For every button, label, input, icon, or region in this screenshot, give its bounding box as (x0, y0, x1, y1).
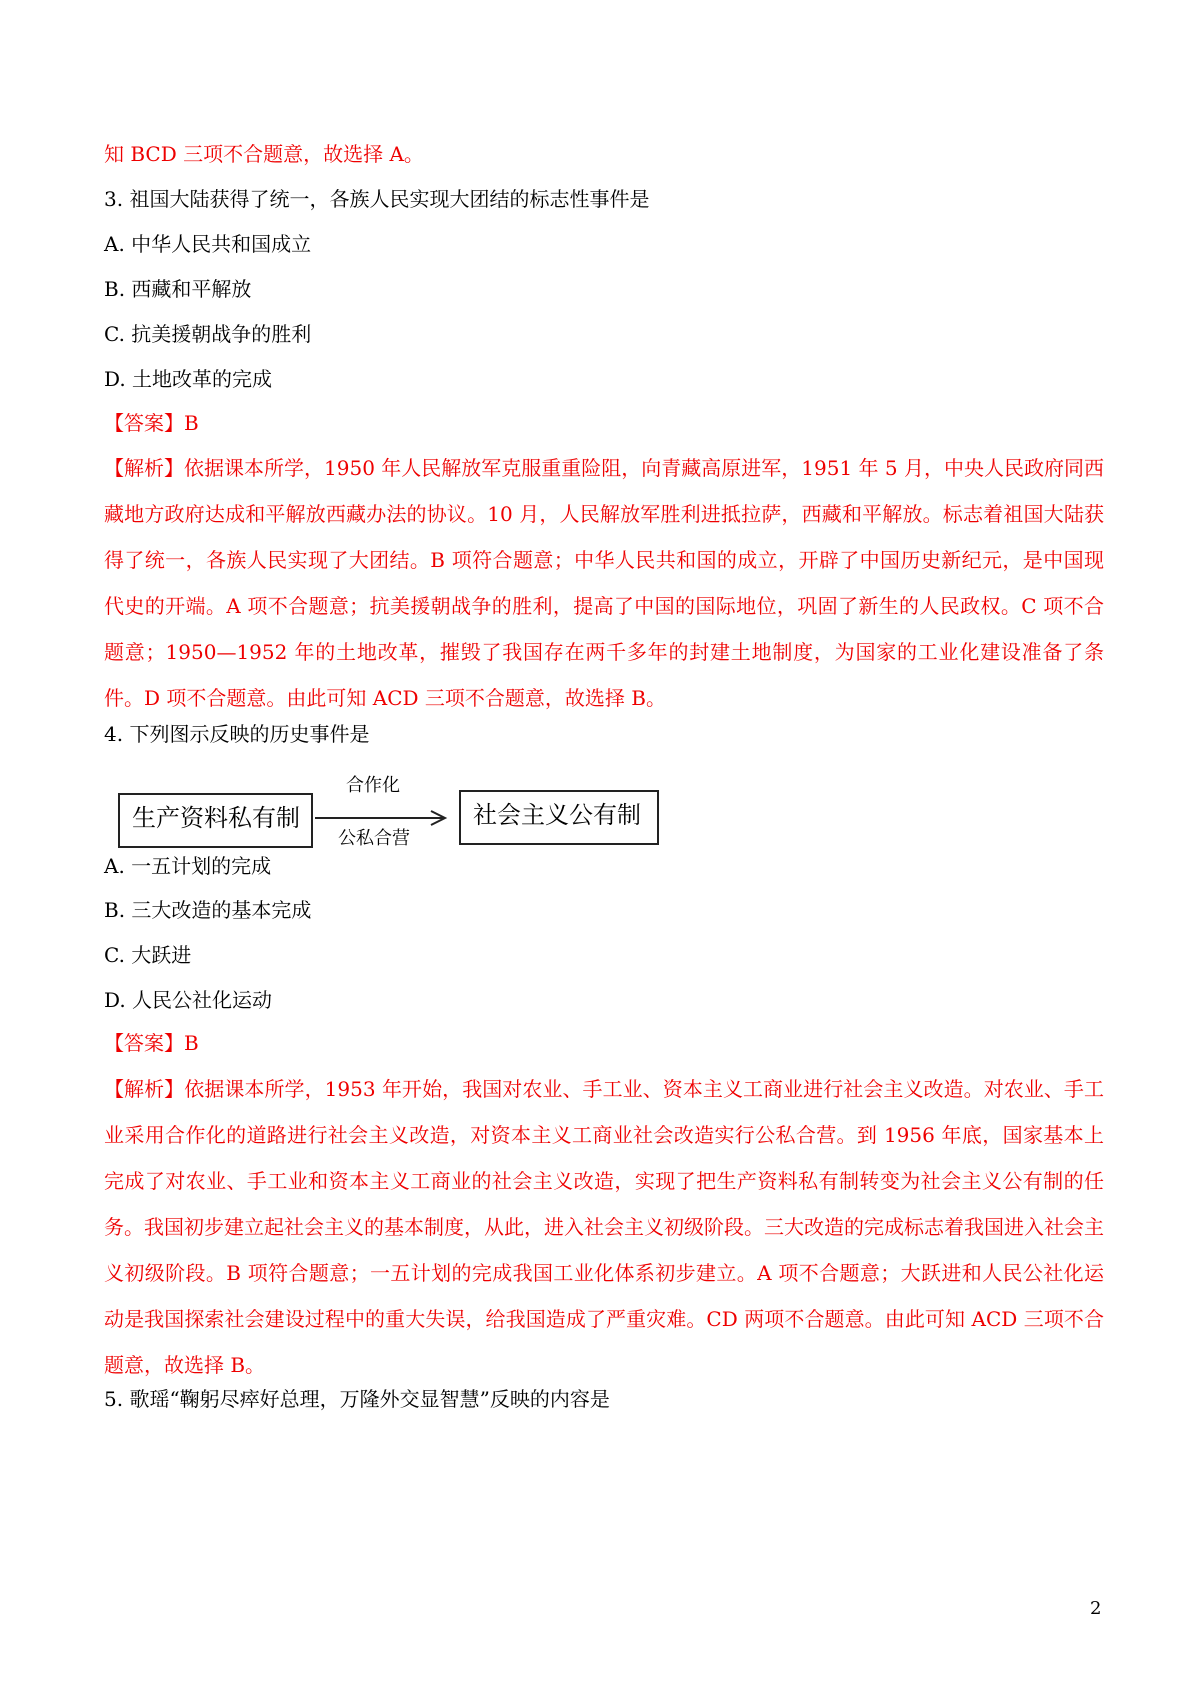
diagram-label-joint-ownership: 公私合营 (338, 828, 410, 849)
diagram-arrow (313, 810, 459, 830)
question-4-option-a: A. 一五计划的完成 (104, 854, 272, 878)
question-4-analysis (104, 1066, 1104, 1388)
question-3-answer: 【答案】B (104, 411, 199, 435)
diagram-box-public-ownership: 社会主义公有制 (459, 790, 659, 845)
carryover-analysis: 知 BCD 三项不合题意，故选择 A。 (104, 142, 424, 166)
question-4-answer: 【答案】B (104, 1031, 199, 1055)
question-3-option-b: B. 西藏和平解放 (104, 277, 252, 301)
question-4-option-d: D. 人民公社化运动 (104, 988, 273, 1012)
question-3-option-c: C. 抗美援朝战争的胜利 (104, 322, 312, 346)
diagram-label-cooperation: 合作化 (346, 775, 400, 796)
question-5-stem: 5. 歌瑶“鞠躬尽瘁好总理，万隆外交显智慧”反映的内容是 (104, 1387, 610, 1411)
question-3-option-d: D. 土地改革的完成 (104, 367, 273, 391)
page-number: 2 (1090, 1598, 1102, 1619)
analysis-tag: 【解析】 (104, 456, 185, 480)
analysis-text: 依据课本所学，1950 年人民解放军克服重重险阻，向青藏高原进军，1951 年 5 月，中央人民政府同西藏地方政府达成和平解放西藏办法的协议。10 月，人民解放军胜利进抵拉萨，西藏和平解放。标志着祖国大陆获得了统一，各族人民实现了大团结。B 项符合题意；中华人民共和国的成立，开辟了中国历史新纪元，是中国现代史的开端。A 项不合题意；抗美援朝战争的胜利，提高了中国的国际地位，巩固了新生的人民政权。C 项不合题意；1950—1952 年的土地改革，摧毁了我国存在两千多年的封建土地制度，为国家的工业化建设准备了条件。D 项不合题意。由此可知 ACD 三项不合题意，故选择 B。 (104, 456, 1105, 710)
question-3-option-a: A. 中华人民共和国成立 (104, 232, 312, 256)
question-3-analysis (104, 445, 1104, 721)
analysis-tag: 【解析】 (104, 1077, 185, 1101)
transformation-diagram (118, 775, 718, 900)
question-4-option-b: B. 三大改造的基本完成 (104, 898, 312, 922)
analysis-text: 依据课本所学，1953 年开始，我国对农业、手工业、资本主义工商业进行社会主义改造。对农业、手工业采用合作化的道路进行社会主义改造，对资本主义工商业社会改造实行公私合营。到 1956 年底，国家基本上完成了对农业、手工业和资本主义工商业的社会主义改造，实现了把生产资料私有制转变为社会主义公有制的任务。我国初步建立起社会主义的基本制度，从此，进入社会主义初级阶段。三大改造的完成标志着我国进入社会主义初级阶段。B 项符合题意；一五计划的完成我国工业化体系初步建立。A 项不合题意；大跃进和人民公社化运动是我国探索社会建设过程中的重大失误，给我国造成了严重灾难。CD 两项不合题意。由此可知 ACD 三项不合题意，故选择 B。 (104, 1077, 1104, 1377)
question-4-option-c: C. 大跃进 (104, 943, 192, 967)
diagram-box-private-ownership: 生产资料私有制 (118, 793, 313, 848)
question-3-stem: 3. 祖国大陆获得了统一，各族人民实现大团结的标志性事件是 (104, 187, 650, 211)
question-4-stem: 4. 下列图示反映的历史事件是 (104, 722, 370, 746)
